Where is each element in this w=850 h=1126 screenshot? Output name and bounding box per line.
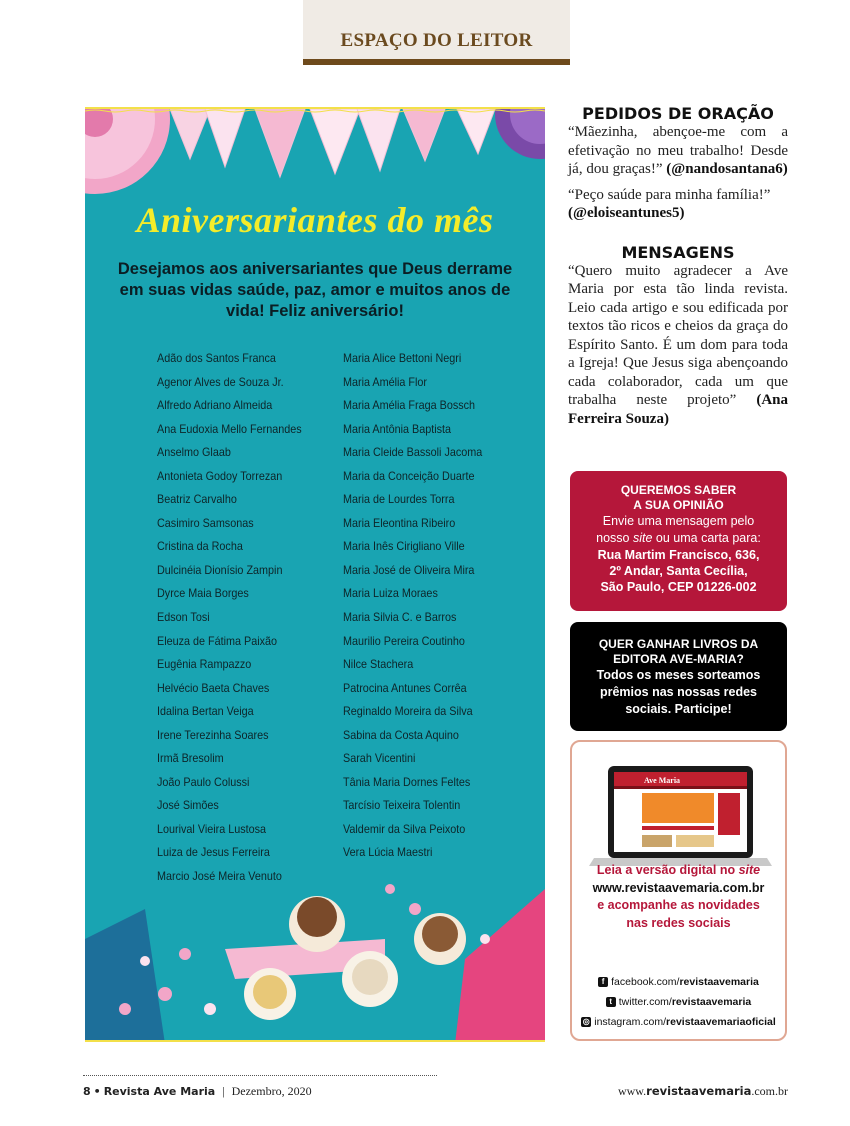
- birthday-name: Dyrce Maia Borges: [157, 586, 249, 601]
- birthday-name: Maria Amélia Flor: [343, 374, 428, 389]
- birthday-name: Maurilio Pereira Coutinho: [343, 633, 465, 648]
- reader-column: [568, 104, 788, 428]
- books-text: Todos os meses sorteamos prêmios nas nossas redes sociais. Participe!: [596, 668, 761, 716]
- footer-bullet: •: [93, 1085, 101, 1098]
- lead-text: e acompanhe as novidades nas redes sociais: [597, 898, 760, 930]
- digital-box: [570, 740, 787, 1041]
- bunting-flags: [170, 109, 495, 177]
- site-word: site: [738, 863, 761, 877]
- birthday-name: Sabina da Costa Aquino: [343, 727, 459, 742]
- prayers-heading: PEDIDOS DE ORAÇÃO: [582, 104, 774, 123]
- issue-date: Dezembro, 2020: [231, 1084, 312, 1098]
- social-handle: revistaavemaria: [671, 996, 752, 1008]
- birthday-name: Valdemir da Silva Peixoto: [343, 821, 466, 836]
- social-prefix: instagram.com/: [594, 1016, 667, 1028]
- birthday-name: Marcio José Meira Venuto: [157, 869, 282, 884]
- site-word: site: [632, 531, 653, 545]
- names-list-left: [157, 347, 318, 889]
- social-handle: revistaavemaria: [679, 976, 759, 988]
- prayer-text: “Mãezinha, abençoe-me com a efetivação no meu trabalho! Desde já, dou graças!”: [568, 124, 788, 177]
- birthday-name: Agenor Alves de Souza Jr.: [157, 374, 284, 389]
- site-part: revistaavemaria: [646, 1084, 752, 1098]
- social-twitter[interactable]: [572, 992, 785, 1012]
- books-title: QUER GANHAR LIVROS DA: [598, 637, 759, 651]
- birthday-name: Maria Amélia Fraga Bossch: [343, 398, 476, 413]
- opinion-text: Envie uma mensagem pelo: [602, 514, 755, 528]
- prayer-author: (@nandosantana6): [666, 161, 788, 177]
- social-handle: revistaavemariaoficial: [666, 1016, 776, 1028]
- social-prefix: twitter.com/: [618, 996, 672, 1008]
- instagram-icon: ◎: [582, 1017, 590, 1027]
- social-instagram[interactable]: [572, 1012, 785, 1032]
- birthday-name: Idalina Bertan Veiga: [157, 704, 254, 719]
- birthdays-panel: [85, 107, 545, 1042]
- birthday-name: Alfredo Adriano Almeida: [157, 398, 273, 413]
- opinion-text-part: ou uma carta para:: [652, 531, 761, 545]
- birthday-name: Maria Antônia Baptista: [343, 421, 452, 436]
- birthday-name: Irene Terezinha Soares: [157, 727, 269, 742]
- birthday-name: Maria Alice Bettoni Negri: [343, 351, 462, 365]
- birthday-name: Ana Eudoxia Mello Fernandes: [157, 421, 302, 436]
- birthday-name: Tarcísio Teixeira Tolentin: [343, 798, 461, 813]
- birthday-name: Luiza de Jesus Ferreira: [157, 845, 270, 860]
- paper-fan-right: [495, 109, 545, 159]
- birthday-name: Nilce Stachera: [343, 657, 414, 672]
- twitter-icon: t: [606, 997, 616, 1007]
- address-line: Rua Martim Francisco, 636,: [597, 548, 760, 562]
- facebook-icon: f: [598, 977, 608, 987]
- birthday-name: Edson Tosi: [157, 610, 210, 625]
- birthday-name: Eugênia Rampazzo: [157, 657, 252, 672]
- birthday-name: Maria José de Oliveira Mira: [343, 562, 475, 577]
- digital-lead: [572, 862, 785, 932]
- message-item: [568, 262, 788, 429]
- birthday-name: Lourival Vieira Lustosa: [157, 821, 267, 836]
- lead-text: Leia a versão digital no: [596, 863, 739, 877]
- birthday-name: Helvécio Baeta Chaves: [157, 680, 270, 695]
- birthday-name: Anselmo Glaab: [157, 445, 231, 460]
- birthday-name: Maria Cleide Bassoli Jacoma: [343, 445, 483, 460]
- prayer-item: [568, 123, 788, 179]
- section-header: [303, 0, 570, 60]
- website-link[interactable]: www.revistaavemaria.com.br: [592, 880, 765, 895]
- site-part: .com.br: [751, 1084, 788, 1098]
- screen-logo: Ave Maria: [644, 776, 681, 785]
- names-list-right: [343, 347, 498, 865]
- prayer-text: “Peço saúde para minha família!”: [568, 186, 771, 203]
- birthday-name: Maria Eleontina Ribeiro: [343, 515, 456, 530]
- social-facebook[interactable]: [572, 972, 785, 992]
- opinion-title: QUEREMOS SABER: [620, 483, 737, 497]
- message-author: (Ana Ferreira Souza): [568, 392, 788, 427]
- page-number: 8: [83, 1085, 91, 1098]
- birthday-name: Maria Silvia C. e Barros: [343, 610, 457, 625]
- paper-fan-left: [85, 109, 170, 194]
- prayer-author: (@eloiseantunes5): [568, 205, 685, 221]
- magazine-name: Revista Ave Maria: [103, 1085, 216, 1098]
- footer-rule: [83, 1075, 437, 1076]
- opinion-text: [570, 530, 787, 547]
- birthday-name: Tânia Maria Dornes Feltes: [343, 774, 471, 789]
- birthday-name: Adão dos Santos Franca: [157, 351, 276, 365]
- site-part: www.: [617, 1084, 647, 1098]
- social-prefix: facebook.com/: [611, 976, 680, 988]
- birthday-name: Sarah Vicentini: [343, 751, 416, 766]
- birthday-name: Maria de Lourdes Torra: [343, 492, 455, 507]
- birthday-name: Patrocina Antunes Corrêa: [343, 680, 467, 695]
- birthday-name: Dulcinéia Dionísio Zampin: [157, 562, 283, 577]
- birthday-name: João Paulo Colussi: [157, 774, 250, 789]
- birthday-name: Beatriz Carvalho: [157, 492, 237, 507]
- birthday-name: Casimiro Samsonas: [157, 515, 254, 530]
- opinion-box: [570, 471, 787, 611]
- birthday-name: Reginaldo Moreira da Silva: [343, 704, 473, 719]
- footer-left: [83, 1084, 312, 1099]
- cupcakes-and-candies: [85, 884, 545, 1042]
- prayer-item: [568, 186, 788, 223]
- opinion-title: A SUA OPINIÃO: [633, 498, 724, 512]
- books-title: EDITORA AVE-MARIA?: [613, 652, 744, 666]
- panel-title: Aniversariantes do mês: [136, 200, 494, 240]
- birthday-name: Irmã Bresolim: [157, 751, 224, 766]
- header-rule: [303, 59, 570, 65]
- footer-site[interactable]: [618, 1084, 788, 1099]
- birthday-name: Maria da Conceição Duarte: [343, 468, 475, 483]
- birthday-name: Vera Lúcia Maestri: [343, 845, 433, 860]
- birthday-name: Antonieta Godoy Torrezan: [157, 468, 283, 483]
- birthday-name: Maria Luiza Moraes: [343, 586, 438, 601]
- books-box: [570, 622, 787, 731]
- birthday-name: Maria Inês Cirigliano Ville: [343, 539, 465, 554]
- messages-heading: MENSAGENS: [621, 242, 735, 262]
- birthday-name: Cristina da Rocha: [157, 539, 243, 554]
- opinion-text-part: nosso: [596, 531, 633, 545]
- message-text: “Quero muito agradecer a Ave Maria por esta tão linda revista. Leio cada artigo e sou edificada por textos tão ricos e cheios da graça do Espírito Santo. É um dom para toda a Igreja! Que Jesus siga abençoando cada colaborador, cada um que trabalha neste projeto”: [568, 262, 788, 408]
- panel-intro: Desejamos aos aniversariantes que Deus derrame em suas vidas saúde, paz, amor e muitos anos de vida! Feliz aniversário!: [117, 260, 513, 320]
- birthday-name: José Simões: [157, 798, 219, 813]
- birthday-name: Eleuza de Fátima Paixão: [157, 633, 278, 648]
- footer-separator: |: [222, 1084, 225, 1098]
- address-line: 2º Andar, Santa Cecília,: [609, 564, 748, 578]
- laptop-image: [572, 760, 789, 875]
- address-line: São Paulo, CEP 01226-002: [600, 580, 757, 594]
- section-title: ESPAÇO DO LEITOR: [340, 30, 533, 51]
- social-links: [572, 972, 785, 1032]
